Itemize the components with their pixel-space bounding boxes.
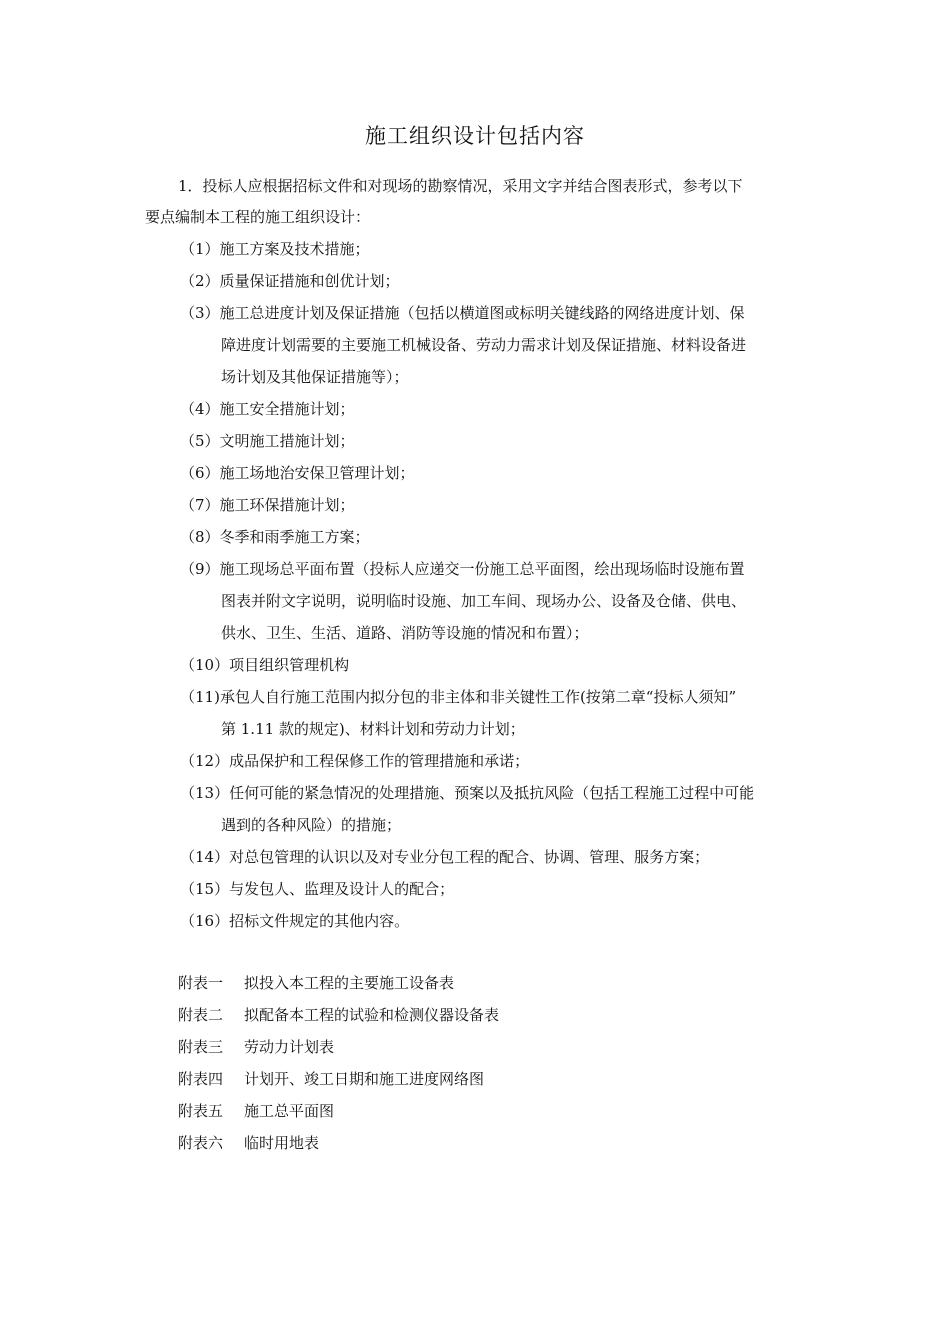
appendix-label: 附表三 xyxy=(178,1038,224,1056)
list-item-11: （11)承包人自行施工范围内拟分包的非主体和非关键性工作(按第二章“投标人须知” xyxy=(180,688,737,706)
appendix-item-2 xyxy=(178,999,499,1031)
appendix-text: 计划开、竣工日期和施工进度网络图 xyxy=(244,1070,485,1088)
list-item-14: （14）对总包管理的认识以及对专业分包工程的配合、协调、管理、服务方案； xyxy=(180,848,710,866)
appendix-item-5 xyxy=(178,1095,334,1127)
list-item-13-cont-1: 遇到的各种风险）的措施； xyxy=(221,816,402,834)
appendix-label: 附表二 xyxy=(178,1006,224,1024)
appendix-label: 附表五 xyxy=(178,1102,224,1120)
appendix-item-4 xyxy=(178,1063,484,1095)
appendix-item-3 xyxy=(178,1031,334,1063)
appendix-item-6 xyxy=(178,1127,319,1159)
list-item-13: （13）任何可能的紧急情况的处理措施、预案以及抵抗风险（包括工程施工过程中可能 xyxy=(180,784,755,802)
intro-line-1: 1．投标人应根据招标文件和对现场的勘察情况，采用文字并结合图表形式，参考以下 xyxy=(178,177,743,195)
list-item-10: （10）项目组织管理机构 xyxy=(180,656,350,674)
appendix-text: 临时用地表 xyxy=(244,1134,320,1152)
appendix-label: 附表六 xyxy=(178,1134,224,1152)
list-item-6: （6）施工场地治安保卫管理计划； xyxy=(180,464,415,482)
appendix-text: 拟配备本工程的试验和检测仪器设备表 xyxy=(244,1006,500,1024)
list-item-3-cont-2: 场计划及其他保证措施等）； xyxy=(221,368,409,386)
list-item-5: （5）文明施工措施计划； xyxy=(180,432,355,450)
list-item-16: （16）招标文件规定的其他内容。 xyxy=(180,912,410,930)
appendix-text: 拟投入本工程的主要施工设备表 xyxy=(244,974,455,992)
appendix-label: 附表四 xyxy=(178,1070,224,1088)
appendix-text: 施工总平面图 xyxy=(244,1102,335,1120)
intro-line-2: 要点编制本工程的施工组织设计： xyxy=(145,208,371,226)
list-item-3-cont-1: 障进度计划需要的主要施工机械设备、劳动力需求计划及保证措施、材料设备进 xyxy=(221,336,747,354)
list-item-3: （3）施工总进度计划及保证措施（包括以横道图或标明关键线路的网络进度计划、保 xyxy=(180,304,745,322)
list-item-12: （12）成品保护和工程保修工作的管理措施和承诺； xyxy=(180,752,530,770)
appendix-item-1 xyxy=(178,967,454,999)
list-item-2: （2）质量保证措施和创优计划； xyxy=(180,272,400,290)
list-item-15: （15）与发包人、监理及设计人的配合； xyxy=(180,880,455,898)
list-item-9-cont-2: 供水、卫生、生活、道路、消防等设施的情况和布置）； xyxy=(221,624,589,642)
list-item-9-cont-1: 图表并附文字说明，说明临时设施、加工车间、现场办公、设备及仓储、供电、 xyxy=(221,592,747,610)
appendix-text: 劳动力计划表 xyxy=(244,1038,335,1056)
list-item-11-cont-1: 第 1.11 款的规定)、材料计划和劳动力计划； xyxy=(221,720,525,738)
list-item-7: （7）施工环保措施计划； xyxy=(180,496,355,514)
list-item-9: （9）施工现场总平面布置（投标人应递交一份施工总平面图，绘出现场临时设施布置 xyxy=(180,560,745,578)
document-title: 施工组织设计包括内容 xyxy=(365,124,585,148)
list-item-1: （1）施工方案及技术措施； xyxy=(180,240,370,258)
appendix-label: 附表一 xyxy=(178,974,224,992)
list-item-4: （4）施工安全措施计划； xyxy=(180,400,355,418)
list-item-8: （8）冬季和雨季施工方案； xyxy=(180,528,370,546)
